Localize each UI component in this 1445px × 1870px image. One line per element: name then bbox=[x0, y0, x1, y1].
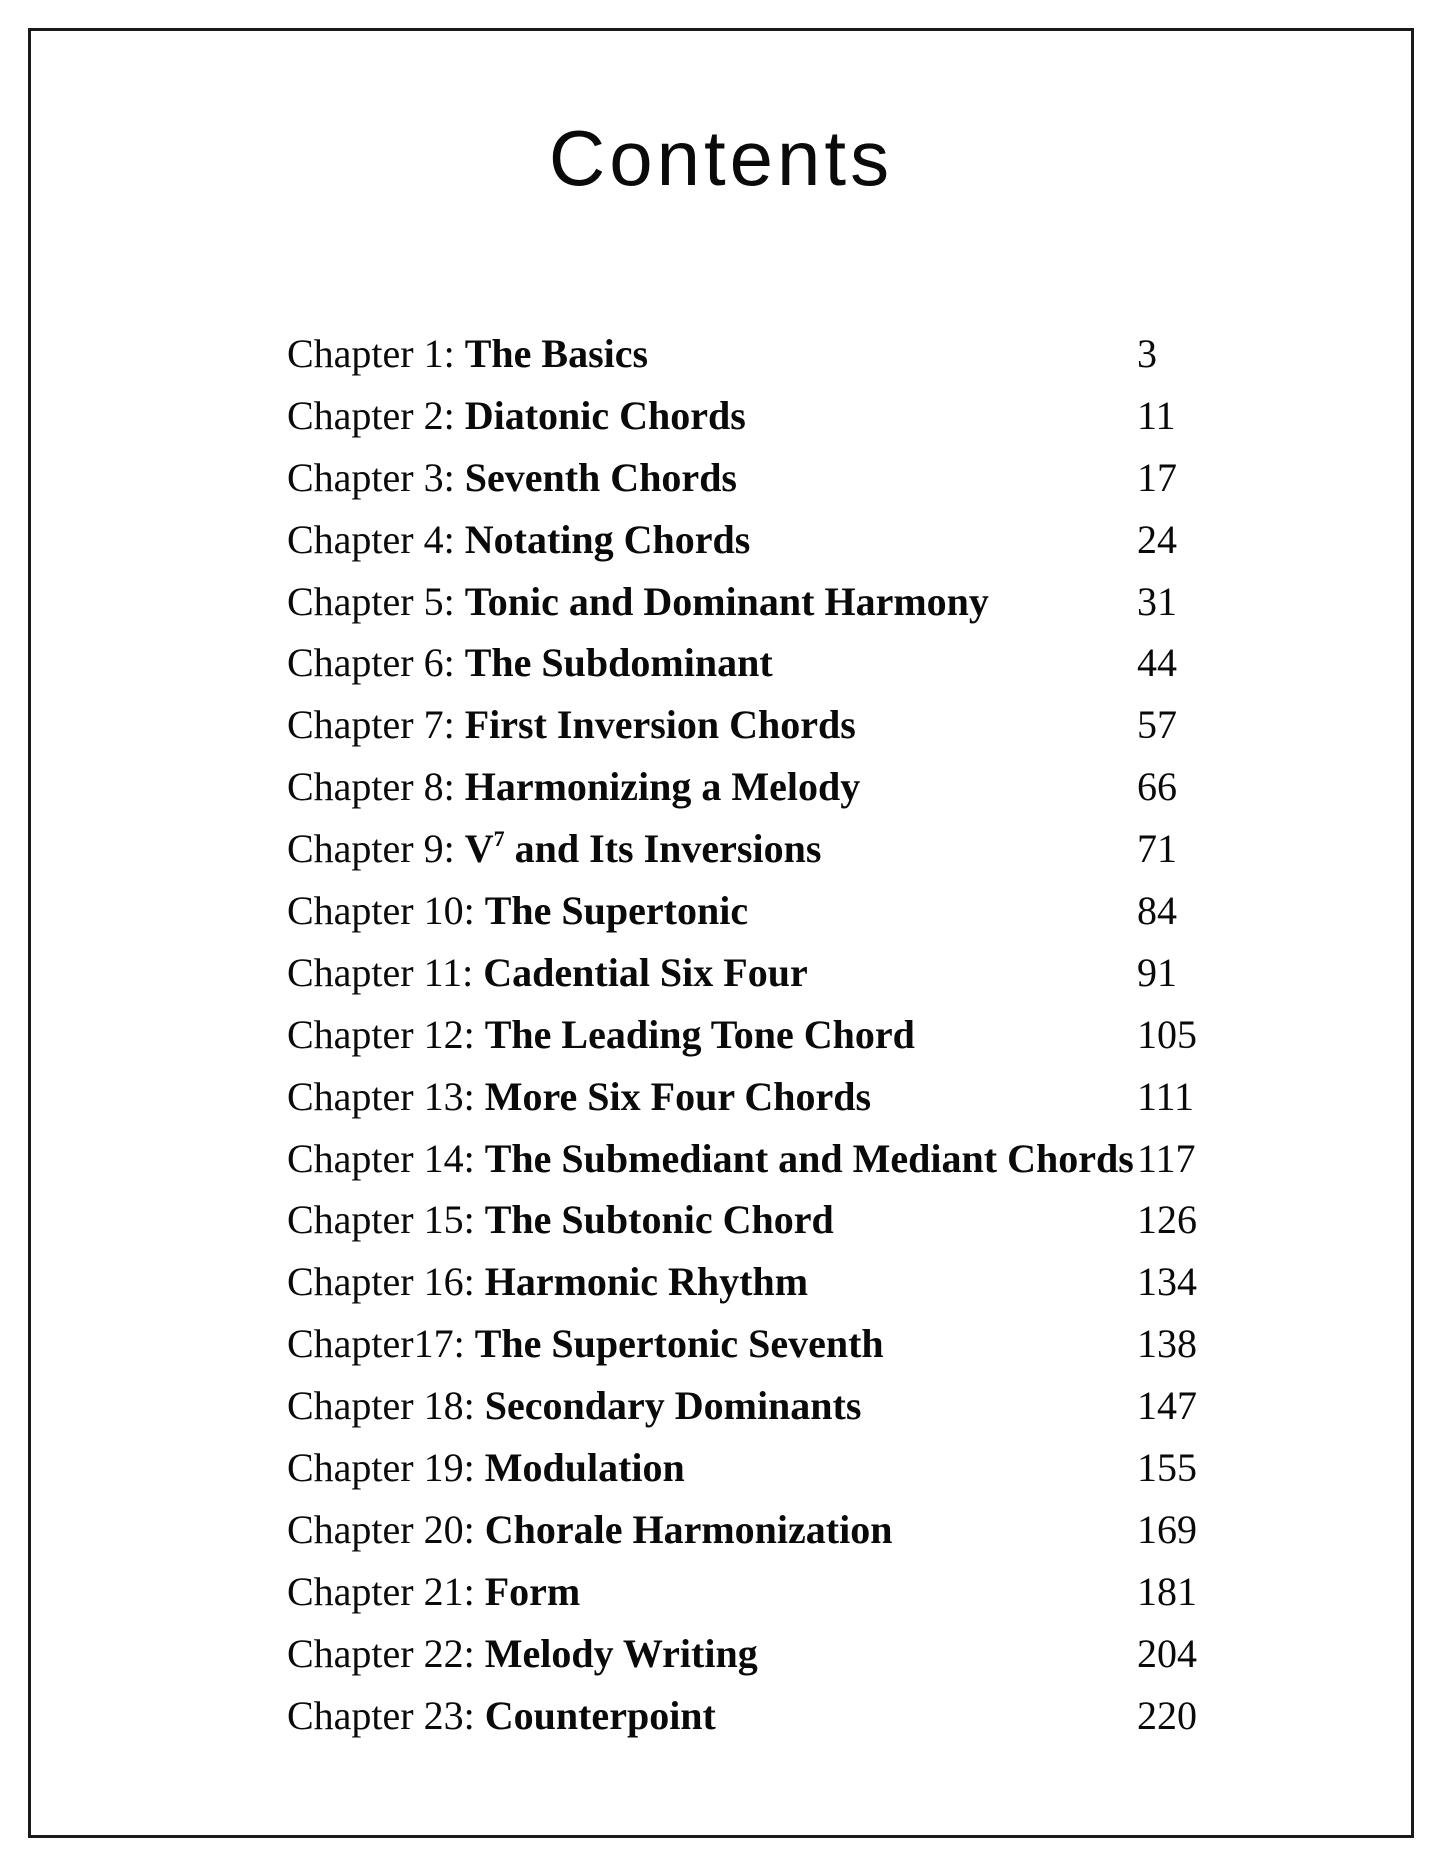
toc-entry-chapter-13[interactable] bbox=[287, 1066, 1287, 1128]
chapter-title bbox=[465, 826, 822, 871]
chapter-title: Counterpoint bbox=[484, 1692, 716, 1738]
chapter-title: Harmonizing a Melody bbox=[464, 764, 861, 810]
page-number: 31 bbox=[1137, 578, 1177, 624]
chapter-title: The Supertonic bbox=[484, 888, 749, 934]
chapter-label: Chapter 4: bbox=[287, 516, 465, 562]
chapter-title: Cadential Six Four bbox=[483, 949, 808, 995]
chapter-label: Chapter 11: bbox=[287, 949, 484, 995]
toc-entry-chapter-11[interactable] bbox=[287, 942, 1287, 1004]
chapter-label: Chapter 16: bbox=[287, 1259, 485, 1305]
chapter-label: Chapter 9: bbox=[287, 826, 465, 872]
toc-entry-chapter-2[interactable] bbox=[287, 385, 1287, 447]
page-number: 204 bbox=[1137, 1630, 1197, 1676]
toc-entry-chapter-9[interactable] bbox=[287, 818, 1287, 880]
chapter-title: More Six Four Chords bbox=[484, 1073, 872, 1119]
page-border-frame bbox=[28, 28, 1414, 1838]
chapter-title: First Inversion Chords bbox=[464, 702, 856, 748]
chapter-title: Tonic and Dominant Harmony bbox=[464, 578, 989, 624]
page-number: 169 bbox=[1137, 1506, 1197, 1552]
toc-entry-chapter-6[interactable] bbox=[287, 632, 1287, 694]
chapter-label: Chapter 6: bbox=[287, 640, 465, 686]
toc-entry-chapter-5[interactable] bbox=[287, 571, 1287, 633]
toc-entry-chapter-7[interactable] bbox=[287, 694, 1287, 756]
page-number: 181 bbox=[1137, 1568, 1197, 1614]
toc-entry-chapter-12[interactable] bbox=[287, 1004, 1287, 1066]
page-number: 126 bbox=[1137, 1197, 1197, 1243]
toc-entry-chapter-3[interactable] bbox=[287, 447, 1287, 509]
chapter-title: The Basics bbox=[464, 331, 649, 376]
chapter-label: Chapter 7: bbox=[287, 702, 465, 748]
chapter-title: Melody Writing bbox=[484, 1630, 758, 1676]
chapter-label: Chapter 21: bbox=[287, 1568, 485, 1614]
toc-entry-chapter-21[interactable] bbox=[287, 1561, 1287, 1623]
page-number: 84 bbox=[1137, 888, 1177, 934]
toc-entry-chapter-8[interactable] bbox=[287, 756, 1287, 818]
page-title: Contents bbox=[548, 114, 894, 202]
chapter-label: Chapter 20: bbox=[287, 1506, 485, 1552]
chapter-title: Secondary Dominants bbox=[484, 1383, 862, 1429]
toc-entry-chapter-10[interactable] bbox=[287, 880, 1287, 942]
chapter-title: The Supertonic Seventh bbox=[474, 1321, 884, 1367]
chapter-label: Chapter 18: bbox=[287, 1383, 485, 1429]
page-number: 66 bbox=[1137, 764, 1177, 810]
toc-entry-chapter-1[interactable] bbox=[287, 323, 1287, 385]
superscript-seven: 7 bbox=[493, 826, 505, 852]
toc-entry-chapter-23[interactable] bbox=[287, 1685, 1287, 1747]
table-of-contents bbox=[287, 323, 1287, 1746]
page-number: 117 bbox=[1137, 1135, 1196, 1181]
chapter-title: Harmonic Rhythm bbox=[484, 1259, 809, 1305]
chapter-label: Chapter 22: bbox=[287, 1630, 485, 1676]
chapter-title: The Leading Tone Chord bbox=[484, 1011, 915, 1057]
page-number: 91 bbox=[1137, 949, 1177, 995]
page-number: 44 bbox=[1137, 640, 1177, 686]
toc-entry-chapter-18[interactable] bbox=[287, 1375, 1287, 1437]
chapter-label: Chapter 14: bbox=[287, 1135, 485, 1181]
chapter-label: Chapter 1: bbox=[287, 331, 465, 376]
chapter-title: The Submediant and Mediant Chords bbox=[484, 1135, 1134, 1181]
page-number: 3 bbox=[1137, 331, 1157, 376]
chapter-label: Chapter 5: bbox=[287, 578, 465, 624]
chapter-title: Diatonic Chords bbox=[464, 392, 746, 438]
chapter-label: Chapter 3: bbox=[287, 454, 465, 500]
chapter-title: Form bbox=[484, 1568, 581, 1614]
page-number: 138 bbox=[1137, 1321, 1197, 1367]
page-number: 111 bbox=[1137, 1073, 1195, 1119]
chapter-label: Chapter17: bbox=[287, 1321, 475, 1367]
toc-entry-chapter-20[interactable] bbox=[287, 1499, 1287, 1561]
page-number: 147 bbox=[1137, 1383, 1197, 1429]
toc-entry-chapter-17[interactable] bbox=[287, 1313, 1287, 1375]
chapter-title-rest: and Its Inversions bbox=[504, 826, 822, 872]
page-number: 17 bbox=[1137, 454, 1177, 500]
chapter-label: Chapter 10: bbox=[287, 888, 485, 934]
page-number: 71 bbox=[1137, 826, 1177, 872]
toc-entry-chapter-19[interactable] bbox=[287, 1437, 1287, 1499]
chapter-title: Notating Chords bbox=[464, 516, 751, 562]
chapter-label: Chapter 8: bbox=[287, 764, 465, 810]
chapter-label: Chapter 13: bbox=[287, 1073, 485, 1119]
chapter-title: Seventh Chords bbox=[464, 454, 737, 500]
toc-entry-chapter-16[interactable] bbox=[287, 1251, 1287, 1313]
chapter-title-base: V bbox=[464, 826, 494, 872]
page-number: 57 bbox=[1137, 702, 1177, 748]
chapter-title: The Subdominant bbox=[464, 640, 773, 686]
page-number: 105 bbox=[1137, 1011, 1197, 1057]
toc-entry-chapter-4[interactable] bbox=[287, 509, 1287, 571]
chapter-label: Chapter 23: bbox=[287, 1692, 485, 1738]
toc-entry-chapter-15[interactable] bbox=[287, 1189, 1287, 1251]
chapter-label: Chapter 2: bbox=[287, 392, 465, 438]
page-number: 134 bbox=[1137, 1259, 1197, 1305]
toc-entry-chapter-14[interactable] bbox=[287, 1128, 1287, 1190]
chapter-title: Modulation bbox=[484, 1445, 685, 1491]
chapter-label: Chapter 19: bbox=[287, 1445, 485, 1491]
page-number: 11 bbox=[1137, 392, 1176, 438]
chapter-label: Chapter 12: bbox=[287, 1011, 485, 1057]
page-number: 24 bbox=[1137, 516, 1177, 562]
toc-entry-chapter-22[interactable] bbox=[287, 1623, 1287, 1685]
chapter-title: The Subtonic Chord bbox=[484, 1197, 834, 1243]
chapter-title: Chorale Harmonization bbox=[484, 1506, 893, 1552]
page-number: 220 bbox=[1137, 1692, 1197, 1738]
chapter-label: Chapter 15: bbox=[287, 1197, 485, 1243]
page-number: 155 bbox=[1137, 1445, 1197, 1491]
